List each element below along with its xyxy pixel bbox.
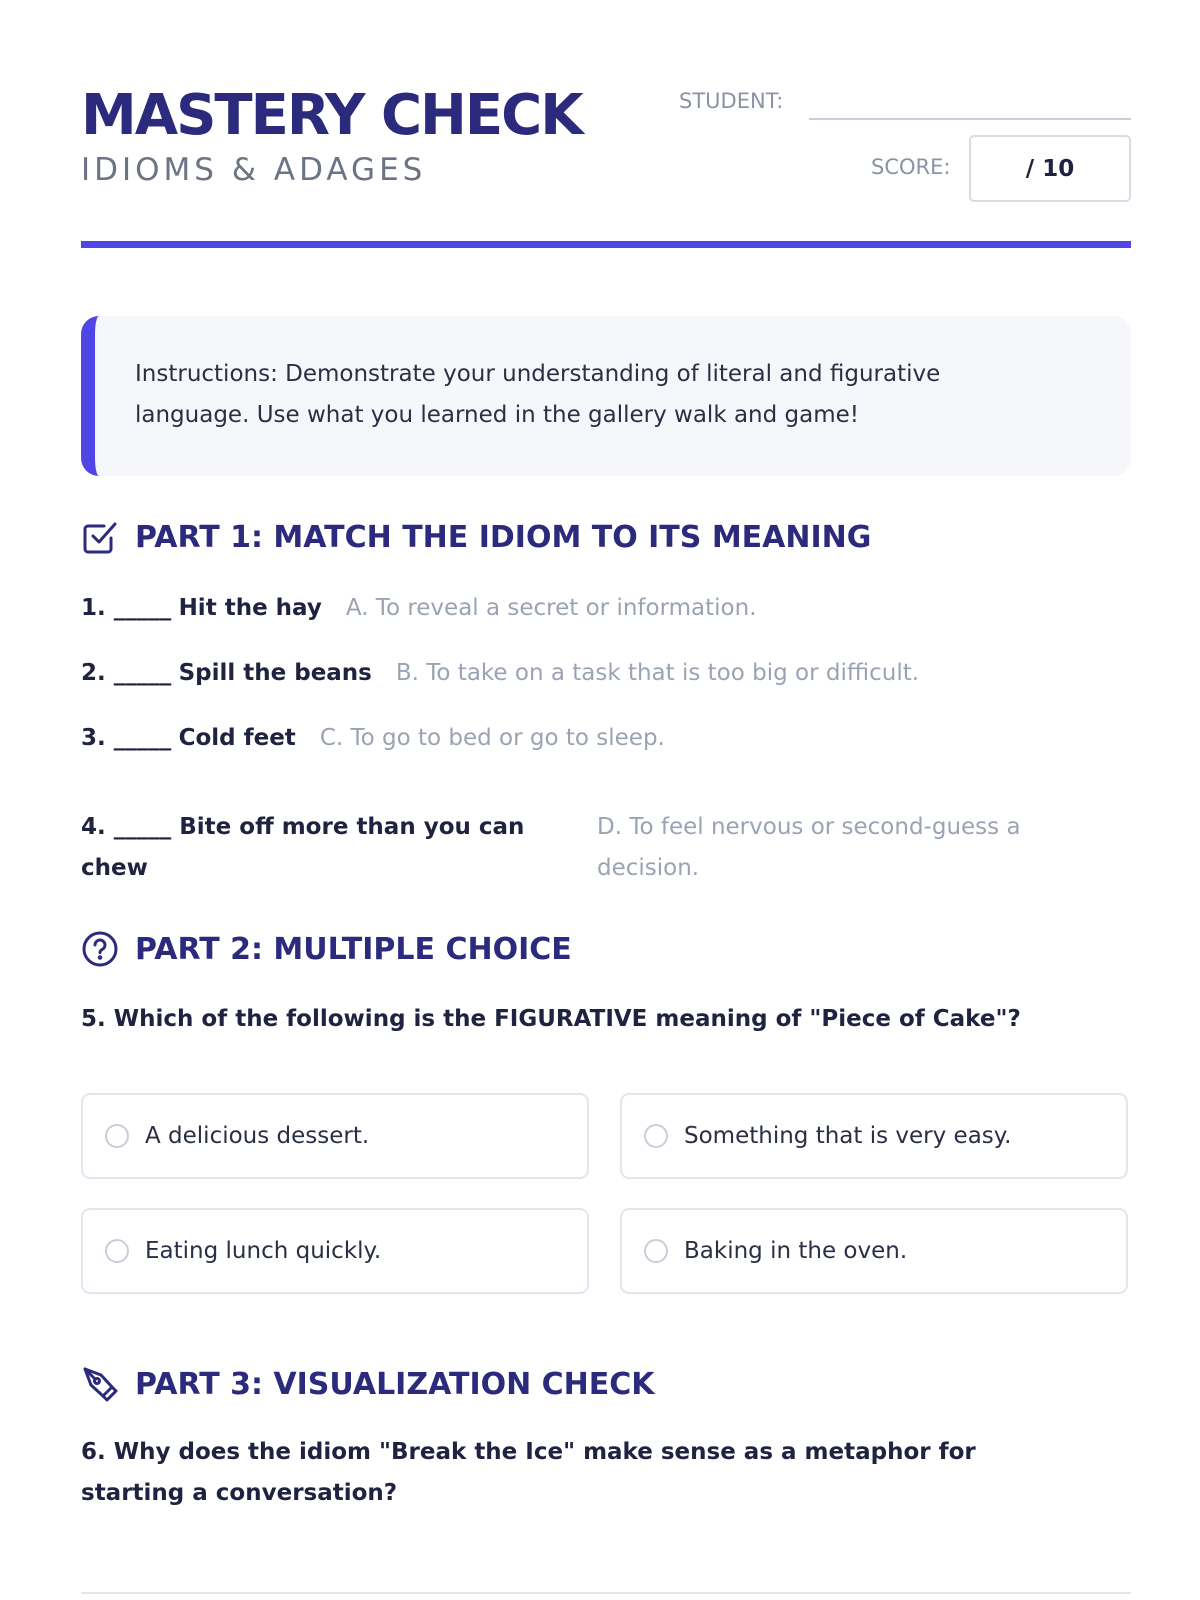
choice-label: Something that is very easy. — [684, 1123, 1012, 1149]
pen-tool-icon — [81, 1365, 119, 1403]
question-circle-icon — [81, 930, 119, 968]
header-divider — [81, 241, 1131, 248]
part2-title: PART 2: MULTIPLE CHOICE — [135, 931, 572, 967]
match-definition: B. To take on a task that is too big or difficult. — [395, 660, 920, 686]
choice-label: Baking in the oven. — [684, 1238, 908, 1264]
choice-label: A delicious dessert. — [145, 1123, 370, 1149]
student-name-field[interactable] — [809, 118, 1131, 120]
part1-heading — [81, 518, 871, 556]
student-label: STUDENT: — [679, 89, 784, 113]
choice-option[interactable] — [81, 1208, 589, 1294]
match-idiom: Hit the hay — [178, 595, 322, 621]
match-definition: D. To feel nervous or second-guess a decision. — [597, 814, 1021, 881]
match-idiom: Spill the beans — [178, 660, 372, 686]
radio-button[interactable] — [105, 1239, 129, 1263]
part2-heading — [81, 930, 572, 968]
score-field[interactable]: / 10 — [969, 135, 1131, 202]
checkbox-icon — [81, 518, 119, 556]
match-blank[interactable]: 2. _____ — [81, 660, 172, 686]
part1-title: PART 1: MATCH THE IDIOM TO ITS MEANING — [135, 519, 872, 555]
choice-option[interactable] — [620, 1093, 1128, 1179]
instructions-box — [81, 316, 1131, 476]
match-definition: C. To go to bed or go to sleep. — [319, 725, 665, 751]
match-item — [81, 588, 757, 629]
score-label: SCORE: — [871, 155, 951, 179]
answer-line[interactable] — [81, 1592, 1131, 1594]
match-definition: A. To reveal a secret or information. — [345, 595, 757, 621]
match-blank[interactable]: 4. _____ — [81, 814, 172, 840]
question-6: 6. Why does the idiom "Break the Ice" make sense as a metaphor for starting a conversation? — [81, 1439, 976, 1506]
choice-option[interactable] — [81, 1093, 589, 1179]
match-blank[interactable]: 3. _____ — [81, 725, 172, 751]
match-idiom: Cold feet — [178, 725, 296, 751]
page-subtitle: IDIOMS & ADAGES — [81, 152, 427, 188]
radio-button[interactable] — [644, 1239, 668, 1263]
question-5: 5. Which of the following is the FIGURATIVE meaning of "Piece of Cake"? — [81, 1006, 1021, 1032]
part3-title: PART 3: VISUALIZATION CHECK — [135, 1366, 655, 1402]
page-title: MASTERY CHECK — [81, 83, 582, 148]
instructions-text: Instructions: Demonstrate your understanding of literal and figurative language. Use what you learned in the gallery walk and game! — [135, 361, 941, 428]
radio-button[interactable] — [105, 1124, 129, 1148]
choice-option[interactable] — [620, 1208, 1128, 1294]
match-blank[interactable]: 1. _____ — [81, 595, 172, 621]
match-item — [81, 653, 919, 694]
radio-button[interactable] — [644, 1124, 668, 1148]
match-item — [81, 718, 665, 759]
match-item — [81, 807, 561, 889]
match-idiom: Bite off more than you can chew — [81, 814, 525, 881]
part3-heading — [81, 1365, 655, 1403]
choice-label: Eating lunch quickly. — [145, 1238, 382, 1264]
